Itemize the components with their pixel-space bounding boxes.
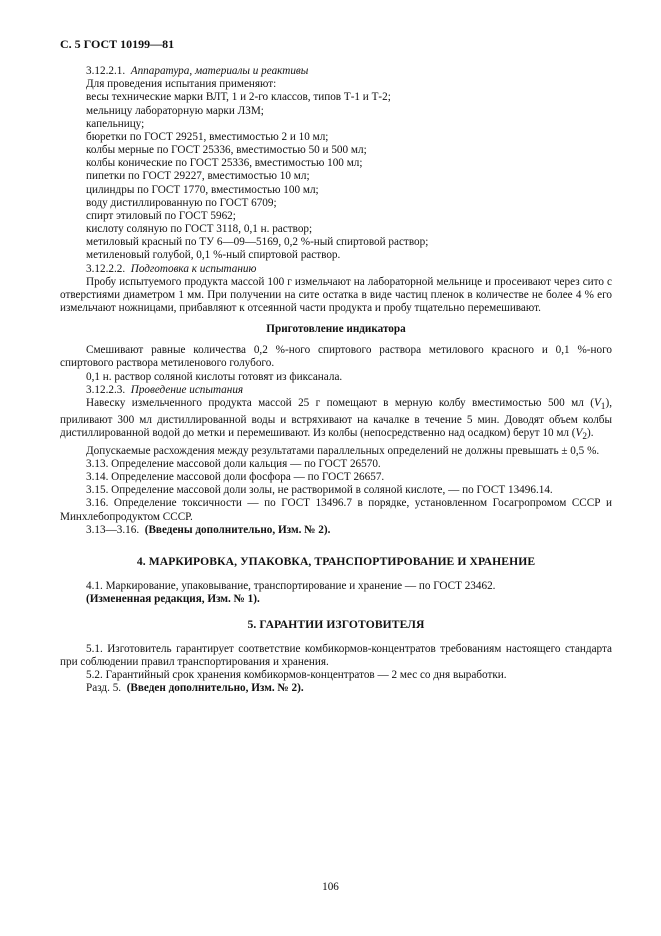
- page-header: С. 5 ГОСТ 10199—81: [60, 37, 175, 51]
- apparatus-intro: Для проведения испытания применяют:: [86, 78, 277, 91]
- clause-3-13: 3.13. Определение массовой доли кальция — по ГОСТ 26570.: [86, 458, 381, 470]
- apparatus-item: бюретки по ГОСТ 29251, вместимостью 2 и 10 мл;: [86, 130, 329, 143]
- amendment-note: Разд. 5. (Введен дополнительно, Изм. № 2).: [86, 682, 304, 695]
- clause-number: 3.12.2.3.: [86, 383, 126, 396]
- clause-3-14: 3.14. Определение массовой доли фосфора — по ГОСТ 26657.: [86, 471, 385, 484]
- apparatus-item: кислоту соляную по ГОСТ 3118, 0,1 н. раствор;: [86, 223, 313, 236]
- clause-5-1: 5.1. Изготовитель гарантирует соответствие комбикормов-концентратов требованиям настоящего стандарта при соблюдении правил транспортирования и хранения.: [60, 642, 612, 668]
- clause-number: 3.12.2.2.: [86, 262, 126, 275]
- clause-title: Проведение испытания: [130, 383, 244, 396]
- test-paragraph: Навеску измельченного продукта массой 25 г помещают в мерную колбу вместимостью 500 мл $(V_1)$, приливают 300 мл дистиллированной воды и встряхивают на качалке в течение 5 мин. Доводят объем колбы дистиллированной водой до метки и перемешивают. Из колбы (непосредственно над осадком) берут 10 мл $(V_2)$.: [60, 396, 612, 443]
- apparatus-item: метиловый красный по ТУ 6—09—5169, 0,2 %-ный спиртовой раствор;: [86, 236, 429, 249]
- clause-3-15: 3.15. Определение массовой доли золы, не растворимой в соляной кислоте, — по ГОСТ 13496.14.: [86, 484, 553, 497]
- apparatus-item: капельницу;: [86, 117, 145, 130]
- apparatus-item: метиленовый голубой, 0,1 %-ный спиртовой раствор.: [86, 249, 341, 262]
- indicator-paragraph: Смешивают равные количества 0,2 %-ного спиртового раствора метилового красного и 0,1 %-ного спиртового раствора метиленового голубого.: [60, 344, 612, 370]
- apparatus-item: цилиндры по ГОСТ 1770, вместимостью 100 мл;: [86, 183, 319, 196]
- apparatus-item: колбы мерные по ГОСТ 25336, вместимостью 50 и 500 мл;: [86, 144, 367, 157]
- apparatus-item: колбы конические по ГОСТ 25336, вместимостью 100 мл;: [86, 157, 363, 170]
- page-number: 106: [322, 881, 339, 893]
- apparatus-item: мельницу лабораторную марки ЛЗМ;: [86, 104, 264, 117]
- clause-title: Подготовка к испытанию: [130, 262, 257, 275]
- section-5-title: 5. ГАРАНТИИ ИЗГОТОВИТЕЛЯ: [247, 618, 425, 632]
- clause-5-2: 5.2. Гарантийный срок хранения комбикормов-концентратов — 2 мес со дня выработки.: [86, 668, 507, 681]
- tolerance-paragraph: Допускаемые расхождения между результатами параллельных определений не должны превышать ± 0,5 %.: [86, 444, 600, 457]
- apparatus-item: спирт этиловый по ГОСТ 5962;: [86, 209, 236, 222]
- section-4-title: 4. МАРКИРОВКА, УПАКОВКА, ТРАНСПОРТИРОВАНИЕ И ХРАНЕНИЕ: [136, 554, 536, 568]
- clause-3-16: 3.16. Определение токсичности — по ГОСТ 13496.7 в порядке, установленном Госагропромом СССР и Минхлебопродуктом СССР.: [60, 497, 612, 523]
- clause-4-1: 4.1. Маркирование, упаковывание, транспортирование и хранение — по ГОСТ 23462.: [86, 580, 496, 593]
- apparatus-item: весы технические марки ВЛТ, 1 и 2-го классов, типов Т-1 и Т-2;: [86, 91, 391, 104]
- amendment-note: (Измененная редакция, Изм. № 1).: [86, 593, 260, 606]
- indicator-heading: Приготовление индикатора: [266, 323, 406, 336]
- apparatus-item: пипетки по ГОСТ 29227, вместимостью 10 мл;: [86, 170, 310, 183]
- clause-3-12-2-3: [60, 384, 612, 397]
- hcl-paragraph: 0,1 н. раствор соляной кислоты готовят из фиксанала.: [86, 370, 343, 383]
- clause-number: 3.12.2.1.: [86, 65, 126, 78]
- preparation-paragraph: Пробу испытуемого продукта массой 100 г измельчают на лабораторной мельнице и просеивают через сито с отверстиями диаметром 1 мм. При получении на сите остатка в виде частиц пленок в количестве не более 4 % его измельчают ножницами, прибавляют к отсеянной части продукта и пробу тщательно перемешивают.: [60, 275, 612, 314]
- clause-title: Аппаратура, материалы и реактивы: [130, 65, 309, 78]
- clause-3-12-2-1: [60, 65, 612, 78]
- amendment-note: 3.13—3.16. (Введены дополнительно, Изм. № 2).: [86, 523, 331, 536]
- clause-3-12-2-2: [60, 263, 612, 276]
- document-page: [60, 38, 612, 695]
- apparatus-item: воду дистиллированную по ГОСТ 6709;: [86, 196, 277, 209]
